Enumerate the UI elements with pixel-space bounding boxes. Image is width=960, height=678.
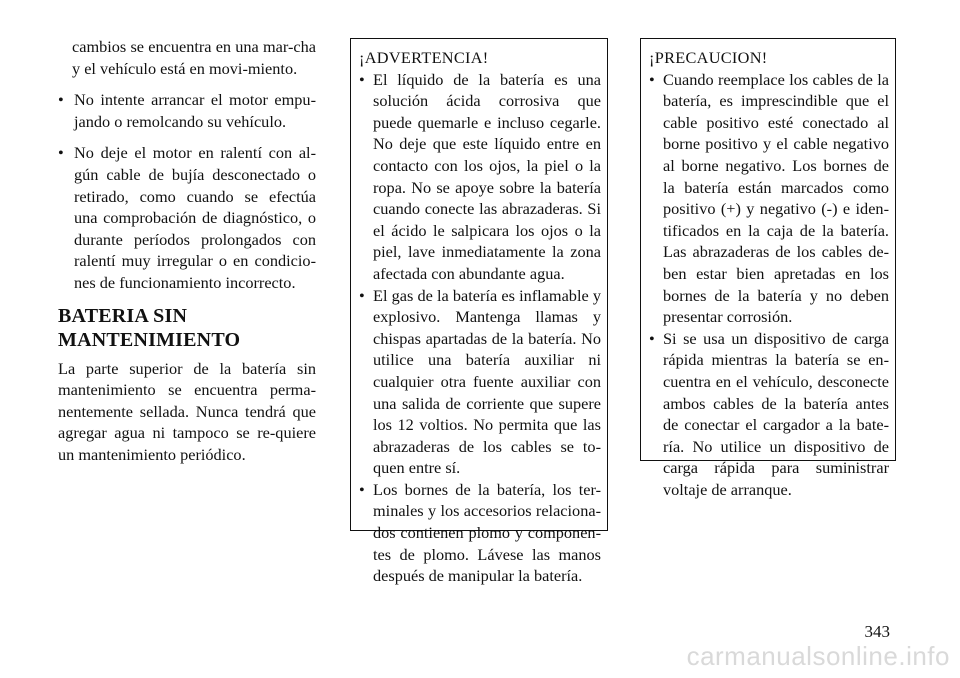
left-column <box>58 36 316 466</box>
list-item: • Los bornes de la batería, los ter-minales y los accesorios relaciona-dos contienen plomo y componen-tes de plomo. Lávese las manos después de manipular la batería. <box>359 479 601 586</box>
left-bullet-list <box>58 89 316 293</box>
bullet-icon: • <box>649 69 655 89</box>
list-item: • No deje el motor en ralentí con al-gún cable de bujía desconectado o retirado, como cuando se efectúa una comprobación de diagnóstico, o durante períodos prolongados con ralentí muy irregular o en condicio-nes de funcionamiento incorrecto. <box>58 143 316 292</box>
bullet-icon: • <box>359 69 365 89</box>
list-item: • El gas de la batería es inflamable y explosivo. Mantenga llamas y chispas apartadas de la batería. No utilice una batería auxiliar ni cualquier otra fuente auxiliar con una salida de corriente que supere los 12 voltios. No permita que las abrazaderas de los cables se to-quen entre sí. <box>359 285 601 478</box>
caution-bullet-list <box>649 69 889 501</box>
list-item: • Si se usa un dispositivo de carga rápida mientras la batería se en-cuentra en el vehículo, desconecte ambos cables de la batería antes de conectar el cargador a la bate-ría. No utilice un dispositivo de carga rápida para suministrar voltaje de arranque. <box>649 328 889 499</box>
section-paragraph: La parte superior de la batería sin mantenimiento se encuentra perma-nentemente sellada. Nunca tendrá que agregar agua ni tampoco se re-quiere un mantenimiento periódico. <box>58 358 316 464</box>
list-item: • Cuando reemplace los cables de la batería, es imprescindible que el cable positivo esté conectado al borne positivo y el cable negativo al borne negativo. Los bornes de la batería están marcados como positivo (+) y negativo (-) e iden-tificados en la caja de la batería. Las abrazaderas de los cables de-ben estar bien apretadas en los bornes de la batería y no deben presentar corrosión. <box>649 69 889 327</box>
watermark: carmanualsonline.info <box>686 641 950 671</box>
caution-box <box>640 38 896 499</box>
bullet-icon: • <box>58 143 64 163</box>
continuation-text: cambios se encuentra en una mar-cha y el vehículo está en movi-miento. <box>72 37 316 78</box>
page-number: 343 <box>864 622 890 641</box>
bullet-icon: • <box>359 479 365 499</box>
list-item: • El líquido de la batería es una solución ácida corrosiva que puede quemarle e incluso cegarle. No deje que este líquido entre en contacto con los ojos, la piel o la ropa. No se apoye sobre la batería cuando conecte las abrazaderas. Si el ácido le salpicara los ojos o la piel, lave inmediatamente la zona afectada con abundante agua. <box>359 69 601 283</box>
bullet-icon: • <box>359 285 365 305</box>
bullet-icon: • <box>58 90 64 110</box>
warning-box <box>350 38 608 586</box>
caution-title: ¡PRECAUCION! <box>649 48 768 67</box>
bullet-icon: • <box>649 328 655 348</box>
section-heading: BATERIA SIN MANTENIMIENTO <box>58 304 241 351</box>
warning-bullet-list <box>359 69 601 587</box>
warning-title: ¡ADVERTENCIA! <box>359 48 489 67</box>
list-item: • No intente arrancar el motor empu-jando o remolcando su vehículo. <box>58 90 316 131</box>
